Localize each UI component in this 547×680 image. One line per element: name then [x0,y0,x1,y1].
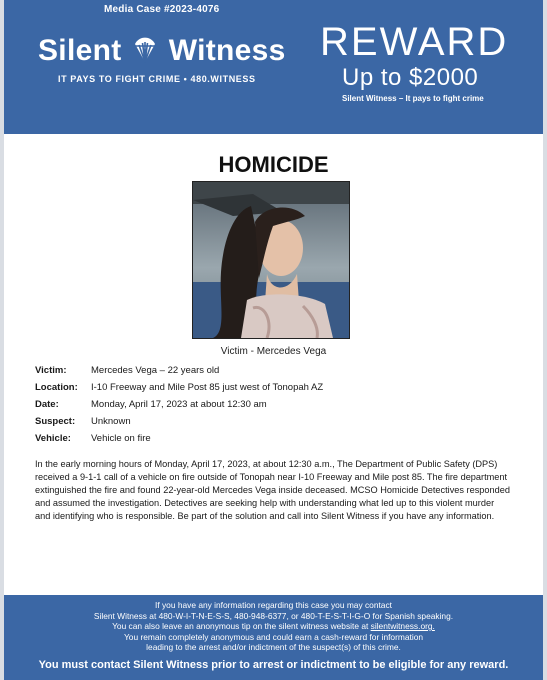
silent-witness-logo [38,34,286,68]
crime-title: HOMICIDE [218,152,329,177]
logo-text-right: Witness [168,34,286,67]
fact-label: Vehicle: [35,433,71,444]
reward-amount: Up to $2000 [342,64,479,91]
fact-label: Date: [35,399,59,410]
right-border [543,0,547,680]
reward-subtitle: Silent Witness – It pays to fight crime [342,94,484,103]
header-banner [4,0,543,134]
reward-eligibility-notice: You must contact Silent Witness prior to arrest or indictment to be eligible for any reward. [38,658,509,671]
victim-photo [192,181,350,339]
footer-line-4: You remain completely anonymous and could earn a cash-reward for information [123,631,424,642]
fact-value: Unknown [91,416,131,427]
fact-value: I-10 Freeway and Mile Post 85 just west of Tonopah AZ [91,382,324,393]
shell-emblem-icon [132,36,158,64]
fact-value: Monday, April 17, 2023 at about 12:30 am [91,399,267,410]
footer-banner [4,595,543,680]
fact-label: Location: [35,382,78,393]
photo-caption: Victim - Mercedes Vega [220,346,327,357]
tagline: IT PAYS TO FIGHT CRIME • 480.WITNESS [58,74,256,84]
fact-value: Vehicle on fire [91,433,151,444]
case-narrative: In the early morning hours of Monday, April 17, 2023, at about 12:30 a.m., The Department of Public Safety (DPS) received a 9-1-1 call of a vehicle on fire outside of Tonopah near I-10 Freeway and Mile post 85. The fire department extinguished the fire and found 22-year-old Mercedes Vega inside deceased. MCSO Homicide Detectives responded and assumed the investigation. Detectives are seeking help with understanding what led up to this violent murder and identifying who is responsible. Be part of the solution and call into Silent Witness if you have any information. [35,459,510,521]
footer-line-2: Silent Witness at 480-W-I-T-N-E-S-S, 480-948-6377, or 480-T-E-S-T-I-G-O for Spanish speaking. [93,610,454,621]
website-link[interactable]: silentwitness.org. [370,621,435,631]
fact-label: Suspect: [35,416,76,427]
footer-line-1: If you have any information regarding this case you may contact [155,600,392,610]
fact-label: Victim: [35,365,67,376]
footer-line-3 [4,621,543,632]
footer-line-3-text: You can also leave an anonymous tip on the silent witness website at [112,621,371,631]
logo-text-left: Silent [38,34,122,67]
fact-value: Mercedes Vega – 22 years old [91,365,220,376]
footer-line-5: leading to the arrest and/or indictment of the suspect(s) of this crime. [146,642,401,652]
reward-title: REWARD [320,20,509,64]
case-number: Media Case #2023-4076 [104,4,220,15]
